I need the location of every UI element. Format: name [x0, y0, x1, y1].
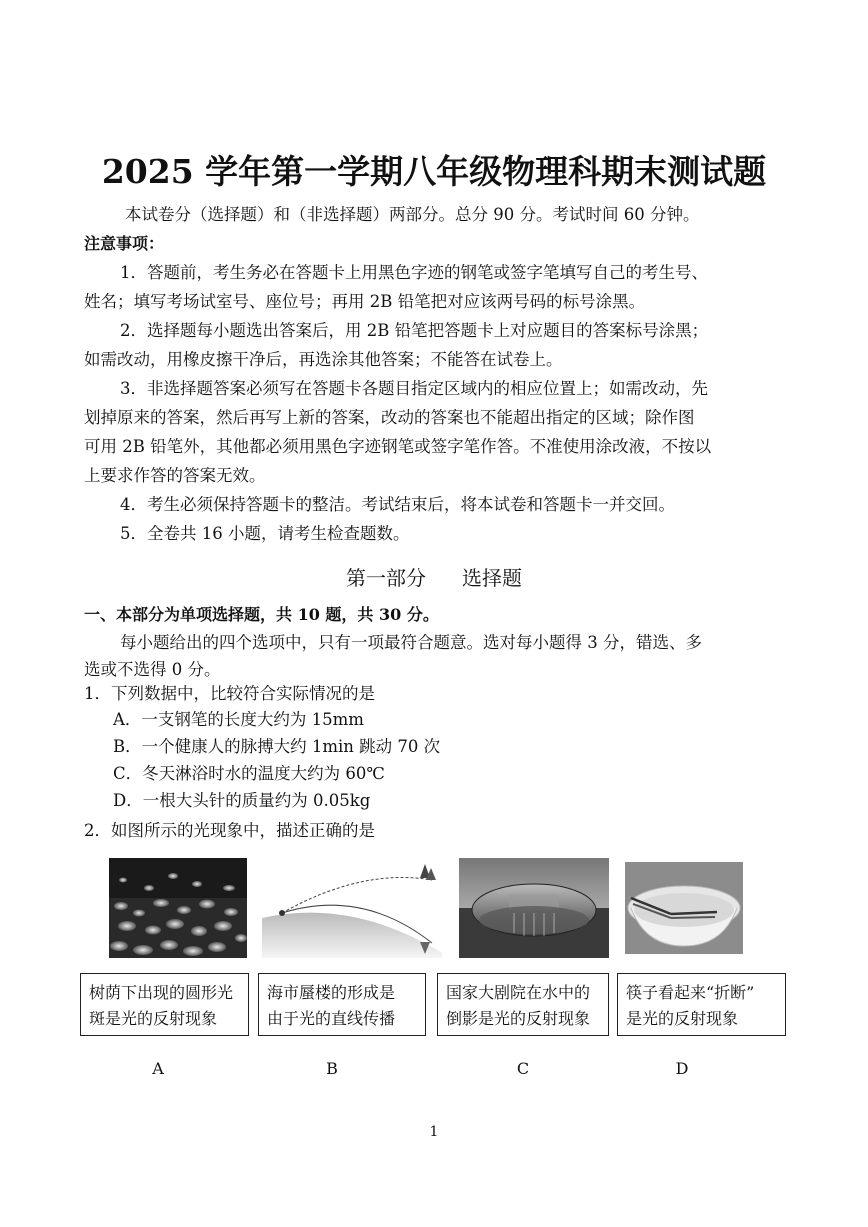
part-one-heading: 一、本部分为单项选择题，共 10 题，共 30 分。 [84, 605, 439, 624]
option-label-c: C [516, 1059, 530, 1078]
caption-b-line-2: 由于光的直线传播 [267, 1009, 396, 1028]
option-label-a: A [152, 1059, 164, 1078]
exam-title: 2025 学年第一学期八年级物理科期末测试题 [101, 152, 767, 191]
photo-grand-theatre-reflection [459, 858, 609, 958]
question-1-option-c: C．冬天淋浴时水的温度大约为 60℃ [113, 764, 385, 783]
caption-a-line-2: 斑是光的反射现象 [89, 1009, 218, 1028]
notice-2-line-1: 2．选择题每小题选出答案后，用 2B 铅笔把答题卡上对应题目的答案标号涂黑； [120, 321, 709, 340]
photo-tree-shade-light-spots [109, 858, 247, 958]
caption-c [437, 973, 609, 1036]
notice-5-line-1: 5．全卷共 16 小题，请考生检查题数。 [120, 524, 410, 543]
question-1-stem: 1．下列数据中，比较符合实际情况的是 [84, 684, 375, 703]
exam-intro: 本试卷分（选择题）和（非选择题）两部分。总分 90 分。考试时间 60 分钟。 [125, 205, 700, 224]
photo-chopsticks-in-bowl [625, 862, 743, 954]
notice-2-line-2: 如需改动，用橡皮擦干净后，再选涂其他答案；不能答在试卷上。 [84, 350, 563, 369]
notice-1-line-2: 姓名；填写考场试室号、座位号；再用 2B 铅笔把对应该两号码的标号涂黑。 [84, 292, 646, 311]
question-1-option-d: D．一根大头针的质量约为 0.05kg [113, 791, 371, 810]
notice-3-line-4: 上要求作答的答案无效。 [84, 466, 266, 485]
notice-heading: 注意事项： [84, 234, 165, 253]
diagram-mirage [262, 858, 442, 958]
section-name: 选择题 [462, 566, 522, 590]
caption-d-line-1: 筷子看起来“折断” [626, 983, 755, 1002]
notice-3-line-1: 3．非选择题答案必须写在答题卡各题目指定区域内的相应位置上；如需改动，先 [120, 379, 708, 398]
notice-4-line-1: 4．考生必须保持答题卡的整洁。考试结束后，将本试卷和答题卡一并交回。 [120, 495, 675, 514]
notice-1-line-1: 1．答题前，考生务必在答题卡上用黑色字迹的钢笔或签字笔填写自己的考生号、 [120, 263, 708, 282]
option-label-b: B [326, 1059, 338, 1078]
option-label-d: D [675, 1059, 689, 1078]
caption-c-line-1: 国家大剧院在水中的 [446, 983, 591, 1002]
notice-3-line-3: 可用 2B 铅笔外，其他都必须用黑色字迹钢笔或签字笔作答。不准使用涂改液，不按以 [84, 437, 712, 456]
part-one-desc-line-2: 选或不选得 0 分。 [84, 660, 221, 679]
question-2-stem: 2．如图所示的光现象中，描述正确的是 [84, 821, 375, 840]
caption-b [258, 973, 426, 1036]
section-heading [0, 562, 868, 591]
caption-a-line-1: 树荫下出现的圆形光 [89, 983, 234, 1002]
part-one-desc-line-1: 每小题给出的四个选项中，只有一项最符合题意。选对每小题得 3 分，错选、多 [120, 633, 702, 652]
caption-d [617, 973, 786, 1036]
section-part: 第一部分 [346, 566, 426, 590]
caption-b-line-1: 海市蜃楼的形成是 [267, 983, 396, 1002]
caption-a [80, 973, 249, 1036]
caption-c-line-2: 倒影是光的反射现象 [446, 1009, 591, 1028]
question-1-option-a: A．一支钢笔的长度大约为 15mm [113, 710, 364, 729]
question-1-option-b: B．一个健康人的脉搏大约 1min 跳动 70 次 [113, 737, 441, 756]
caption-d-line-2: 是光的反射现象 [626, 1009, 739, 1028]
page-number: 1 [429, 1124, 439, 1140]
notice-3-line-2: 划掉原来的答案，然后再写上新的答案，改动的答案也不能超出指定的区域；除作图 [84, 408, 695, 427]
